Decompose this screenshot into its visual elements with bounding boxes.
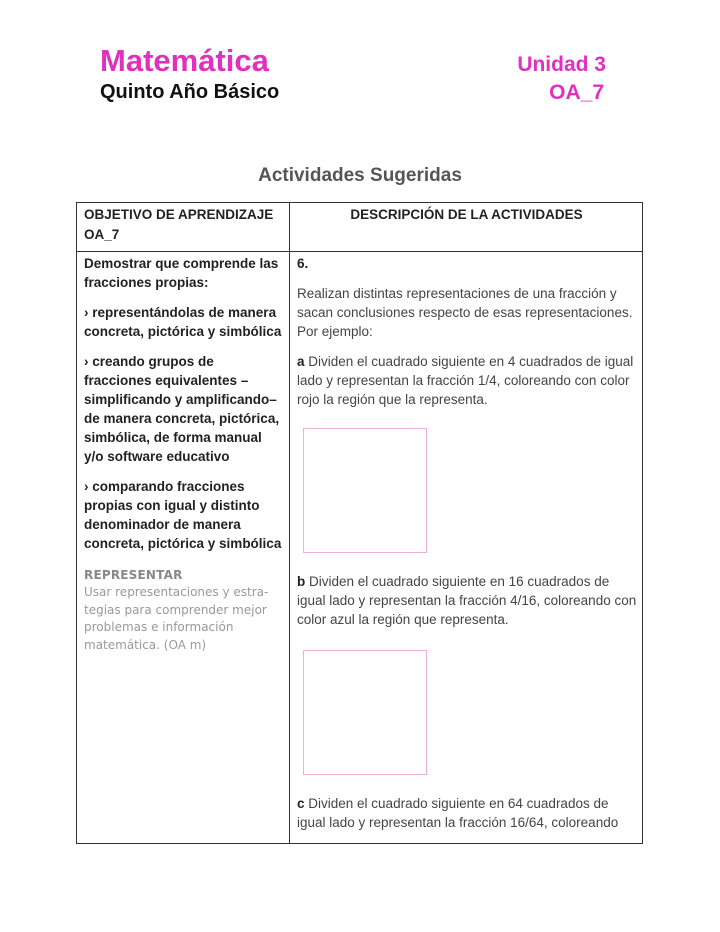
subject-title: Matemática: [100, 43, 269, 78]
objective-bullet: › creando grupos de fracciones equivalentes – simplificando y amplificando– de manera concreta, pictórica, simbólica, de forma manual y/o software educativo: [84, 354, 280, 464]
grade-subtitle: Quinto Año Básico: [100, 81, 280, 103]
column-divider: [289, 203, 290, 843]
section-title: Actividades Sugeridas: [258, 165, 462, 186]
unit-label: Unidad 3: [517, 53, 606, 76]
fraction-square-b: [303, 650, 427, 775]
header-objective-line2: OA_7: [84, 227, 120, 242]
item-text: Dividen el cuadrado siguiente en 4 cuadrados de igual lado y representan la fracción 1/4, coloreando con color rojo la región que la representa.: [297, 354, 634, 407]
skill-title: REPRESENTAR: [84, 568, 183, 582]
item-label: c: [297, 796, 305, 811]
item-text: Dividen el cuadrado siguiente en 16 cuadrados de igual lado y representan la fracción 4/16, coloreando con color azul la región que representa.: [297, 574, 637, 627]
objective-cell: [84, 254, 284, 654]
oa-label: OA_7: [549, 81, 604, 104]
objective-bullet: › comparando fracciones propias con igual y distinto denominador de manera concreta, pictórica y simbólica: [84, 479, 282, 551]
item-label: b: [297, 574, 306, 589]
header-objective-line1: OBJETIVO DE APRENDIZAJE: [84, 207, 274, 222]
objective-bullet: › representándolas de manera concreta, pictórica y simbólica: [84, 305, 282, 339]
activity-item-a: [297, 352, 637, 409]
activity-item-c: [297, 794, 637, 832]
item-label: a: [297, 354, 305, 369]
activity-number: 6.: [297, 256, 309, 271]
activity-intro: Realizan distintas representaciones de una fracción y sacan conclusiones respecto de esas representaciones. Por ejemplo:: [297, 286, 633, 339]
item-text: Dividen el cuadrado siguiente en 64 cuadrados de igual lado y representan la fracción 16/64, coloreando: [297, 796, 619, 830]
objective-intro: Demostrar que comprende las fracciones propias:: [84, 256, 279, 290]
skill-body: Usar representaciones y estra-tegias para comprender mejor problemas e información matemática. (OA m): [84, 585, 269, 652]
table-header-row: [77, 203, 642, 252]
header-description: DESCRIPCIÓN DE LA ACTIVIDADES: [350, 207, 583, 222]
activity-item-b: [297, 572, 637, 629]
fraction-square-a: [303, 428, 427, 553]
description-cell: [297, 254, 637, 409]
activities-table: [76, 202, 643, 844]
header-objective: [84, 205, 284, 245]
